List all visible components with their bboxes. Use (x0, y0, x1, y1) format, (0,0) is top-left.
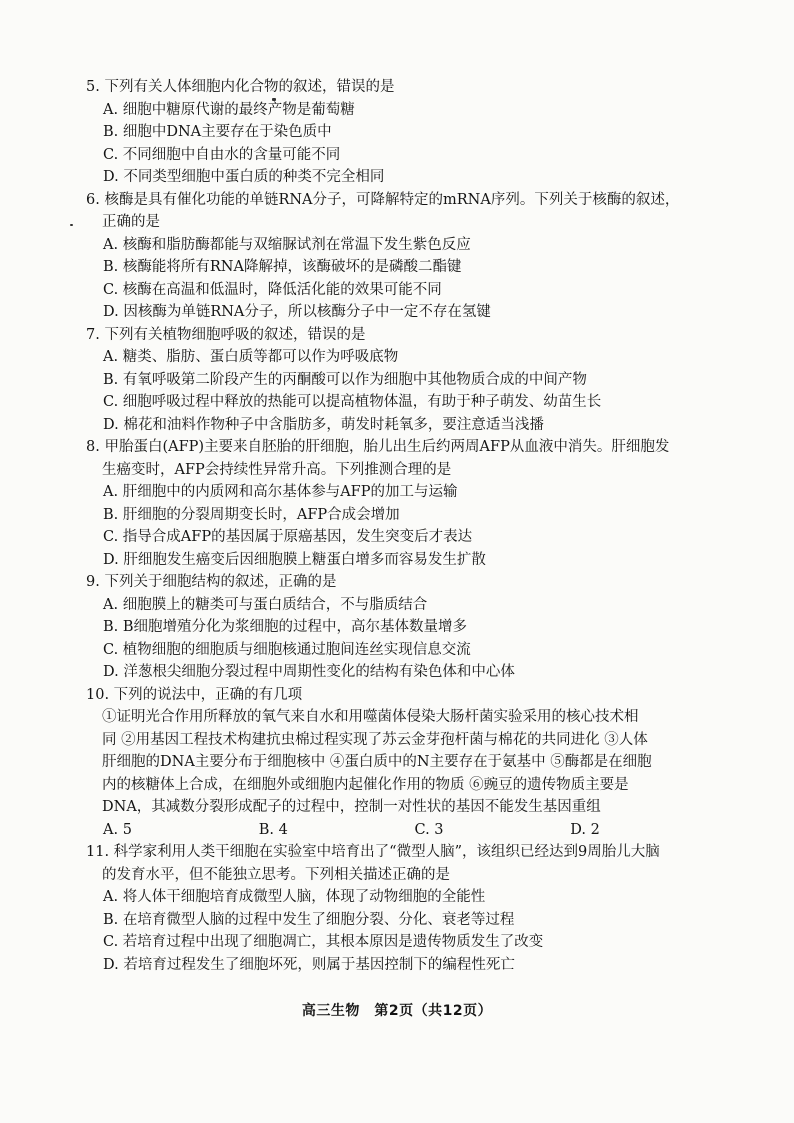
question-list (86, 76, 726, 976)
statement-line: ①证明光合作用所释放的氧气来自水和用噬菌体侵染大肠杆菌实验采用的核心技术相 (102, 709, 639, 725)
option-d: D. 不同类型细胞中蛋白质的种类不完全相同 (103, 169, 385, 185)
option-b: B. 有氧呼吸第二阶段产生的丙酮酸可以作为细胞中其他物质合成的中间产物 (103, 371, 587, 388)
statement-line: DNA，其减数分裂形成配子的过程中，控制一对性状的基因不能发生基因重组 (102, 799, 601, 815)
question-stem-continued: 正确的是 (102, 214, 160, 230)
question-stem: 8. 甲胎蛋白(AFP)主要来自胚胎的肝细胞，胎儿出生后约两周AFP从血液中消失。肝细胞发 (86, 439, 670, 455)
option-b: B. 细胞中DNA主要存在于染色质中 (103, 124, 332, 140)
option-a: A. 糖类、脂肪、蛋白质等都可以作为呼吸底物 (103, 349, 399, 365)
question-stem: 11. 科学家利用人类干细胞在实验室中培育出了“微型人脑”，该组织已经达到9周胎儿大脑 (86, 844, 660, 860)
scan-speck (70, 224, 73, 226)
option-c: C. 植物细胞的细胞质与细胞核通过胞间连丝实现信息交流 (103, 641, 471, 658)
question-stem: 6. 核酶是具有催化功能的单链RNA分子，可降解特定的mRNA序列。下列关于核酶的叙述， (86, 191, 680, 208)
option-c: C. 3 (414, 821, 444, 838)
option-d: D. 肝细胞发生癌变后因细胞膜上糖蛋白增多而容易发生扩散 (103, 551, 486, 568)
option-a: A. 肝细胞中的内质网和高尔基体参与AFP的加工与运输 (103, 484, 458, 500)
option-b: B. 核酶能将所有RNA降解掉，该酶破坏的是磷酸二酯键 (103, 259, 462, 275)
statement-line: 同 ②用基因工程技术构建抗虫棉过程实现了苏云金芽孢杆菌与棉花的共同进化 ③人体 (102, 731, 648, 748)
option-c: C. 核酶在高温和低温时，降低活化能的效果可能不同 (103, 281, 442, 298)
question-stem: 5. 下列有关人体细胞内化合物的叙述，错误的是 (86, 79, 395, 95)
question-stem: 10. 下列的说法中，正确的有几项 (86, 686, 303, 703)
question-stem-continued: 的发育水平，但不能独立思考。下列相关描述正确的是 (102, 866, 450, 883)
option-b: B. 4 (258, 821, 288, 838)
question-10 (86, 684, 726, 842)
page-footer: 高三生物 第2页（共12页） (301, 1003, 493, 1019)
option-d: D. 因核酶为单链RNA分子，所以核酶分子中一定不存在氢键 (103, 304, 491, 320)
question-stem: 9. 下列关于细胞结构的叙述，正确的是 (86, 574, 337, 590)
option-row (86, 819, 726, 842)
option-c: C. 细胞呼吸过程中释放的热能可以提高植物体温，有助于种子萌发、幼苗生长 (103, 394, 602, 410)
option-d: D. 2 (570, 821, 600, 838)
question-stem-continued: 生癌变时，AFP会持续性异常升高。下列推测合理的是 (102, 461, 452, 478)
option-c: C. 不同细胞中自由水的含量可能不同 (103, 146, 341, 163)
option-b: B. B细胞增殖分化为浆细胞的过程中，高尔基体数量增多 (103, 619, 468, 635)
option-d: D. 棉花和油料作物种子中含脂肪多，萌发时耗氧多，要注意适当浅播 (103, 416, 544, 433)
option-a: A. 细胞中糖原代谢的最终产物是葡萄糖 (103, 101, 355, 118)
option-b: B. 在培育微型人脑的过程中发生了细胞分裂、分化、衰老等过程 (103, 911, 515, 928)
option-c: C. 若培育过程中出现了细胞凋亡，其根本原因是遗传物质发生了改变 (103, 934, 544, 950)
question-9 (86, 571, 726, 684)
option-b: B. 肝细胞的分裂周期变长时，AFP合成会增加 (103, 506, 400, 523)
question-7 (86, 324, 726, 437)
option-c: C. 指导合成AFP的基因属于原癌基因，发生突变后才表达 (103, 529, 473, 545)
statement-line: 肝细胞的DNA主要分布于细胞核中 ④蛋白质中的N主要存在于氨基中 ⑤酶都是在细胞 (102, 754, 652, 770)
option-a: A. 5 (103, 821, 132, 838)
question-11 (86, 841, 726, 976)
statement-paragraph (86, 706, 726, 819)
option-a: A. 核酶和脂肪酶都能与双缩脲试剂在常温下发生紫色反应 (103, 236, 471, 253)
option-a: A. 将人体干细胞培育成微型人脑，体现了动物细胞的全能性 (103, 889, 486, 905)
question-stem: 7. 下列有关植物细胞呼吸的叙述，错误的是 (86, 326, 366, 343)
statement-line: 内的核糖体上合成，在细胞外或细胞内起催化作用的物质 ⑥豌豆的遗传物质主要是 (102, 776, 629, 793)
option-d: D. 若培育过程发生了细胞坏死，则属于基因控制下的编程性死亡 (103, 956, 515, 973)
option-d: D. 洋葱根尖细胞分裂过程中周期性变化的结构有染色体和中心体 (103, 664, 515, 680)
option-a: A. 细胞膜上的糖类可与蛋白质结合，不与脂质结合 (103, 596, 428, 613)
question-8 (86, 436, 726, 571)
question-5 (86, 76, 726, 189)
question-6 (86, 189, 726, 324)
